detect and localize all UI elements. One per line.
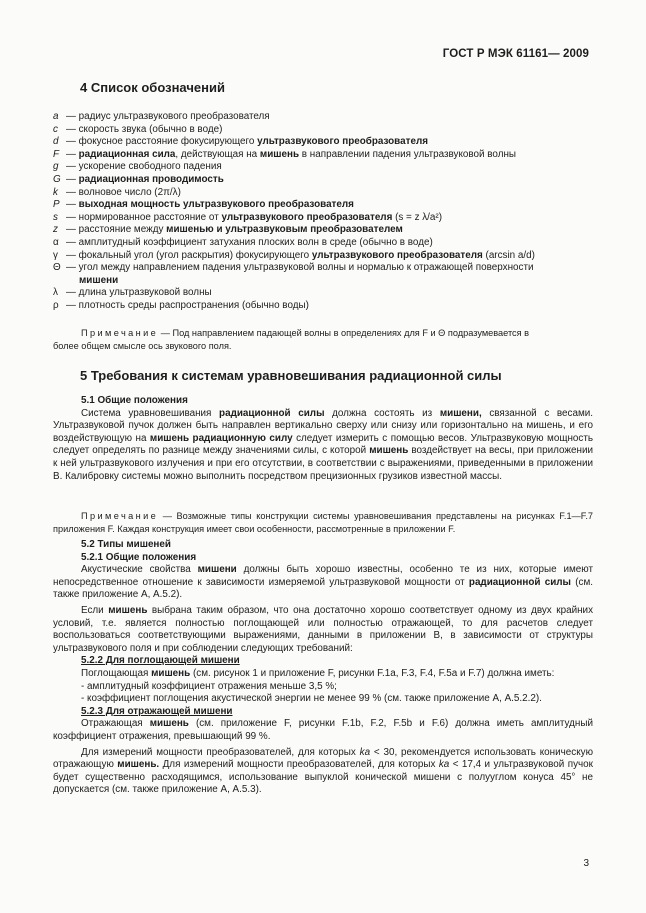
symbol-description: — скорость звука (обычно в воде) bbox=[66, 123, 223, 135]
text-run: Для измерений мощности преобразователей, для которых bbox=[81, 746, 360, 758]
note-1 bbox=[81, 327, 593, 340]
text-run: в направлении падения ультразвуковой волны bbox=[299, 148, 517, 160]
subsection-title: 5.2.1 Общие положения bbox=[81, 551, 197, 563]
text-run: (см. приложение F, рисунки F.1b, F.2, F.5b и F.6) должна иметь амплитудный коэффициент отражения, превышающий 99 %. bbox=[53, 718, 593, 742]
symbol-description bbox=[66, 250, 593, 263]
text-run: — расстояние между bbox=[66, 224, 167, 236]
paragraph bbox=[53, 408, 593, 484]
section-4-title: 4 Список обозначений bbox=[80, 80, 225, 95]
text-run: (s = z λ/a²) bbox=[392, 211, 442, 223]
bold-term: мишень bbox=[149, 718, 189, 730]
symbol-row bbox=[53, 161, 593, 174]
list-item: - амплитудный коэффициент отражения меньше 3,5 %; bbox=[81, 680, 337, 692]
symbol: c bbox=[53, 123, 58, 135]
paragraph bbox=[53, 668, 593, 681]
text-run: Для измерений мощности преобразователей, для которых bbox=[159, 759, 439, 771]
symbol-description bbox=[66, 212, 593, 225]
bold-term: радиационной силы bbox=[219, 407, 325, 419]
symbol: G bbox=[53, 173, 61, 185]
note-label: Примечание bbox=[81, 511, 159, 521]
symbol-row bbox=[53, 174, 593, 187]
text-run: — bbox=[66, 173, 79, 185]
symbol: λ bbox=[53, 287, 58, 299]
text-run: — фокусное расстояние фокусирующего bbox=[66, 136, 258, 148]
bold-term: мишени bbox=[79, 274, 119, 286]
text-run: — bbox=[66, 199, 79, 211]
text-run: < 30, рекомендуется использовать коническую отражающую bbox=[53, 746, 593, 771]
symbol-row bbox=[53, 199, 593, 212]
bold-term: выходная мощность ультразвукового преобразователя bbox=[78, 199, 354, 211]
text-run: — bbox=[66, 148, 79, 160]
text-run: Если bbox=[81, 604, 109, 616]
symbol: s bbox=[53, 211, 58, 223]
section-5-title: 5 Требования к системам уравновешивания радиационной силы bbox=[80, 368, 502, 383]
bold-term: мишенью и ультразвуковым преобразователем bbox=[166, 224, 403, 236]
text-run: Отражающая bbox=[81, 718, 150, 730]
note-2 bbox=[53, 510, 593, 535]
symbol-description: — длина ультразвуковой волны bbox=[66, 287, 212, 299]
subsection-title: 5.2.3 Для отражающей мишени bbox=[81, 705, 233, 717]
symbol-description: — плотность среды распространения (обычно воды) bbox=[66, 299, 309, 311]
symbol-row bbox=[53, 287, 593, 300]
bold-term: мишени, bbox=[439, 407, 482, 419]
symbol-description bbox=[66, 149, 593, 162]
symbol-description: — амплитудный коэффициент затухания плоских волн в среде (обычно в воде) bbox=[66, 236, 433, 248]
symbol: P bbox=[53, 199, 60, 211]
symbol: α bbox=[53, 236, 59, 248]
symbol-description bbox=[66, 224, 593, 237]
symbol: g bbox=[53, 161, 59, 173]
bold-term: мишень bbox=[108, 604, 148, 616]
bold-term: мишени bbox=[197, 564, 237, 576]
italic-term: ka bbox=[438, 759, 450, 771]
text-run: Акустические свойства bbox=[81, 564, 198, 576]
symbol: a bbox=[53, 111, 59, 122]
paragraph bbox=[53, 747, 593, 797]
section-5-2 bbox=[53, 539, 593, 797]
note-text: — Под направлением падающей волны в определениях для F и Θ подразумевается в bbox=[158, 328, 530, 338]
text-run: Система уравновешивания bbox=[81, 407, 220, 419]
note-1-continuation: более общем смысле ось звукового поля. bbox=[53, 341, 232, 351]
symbol-row bbox=[53, 224, 593, 237]
text-run: , действующая на bbox=[175, 148, 260, 160]
section-5-1 bbox=[53, 395, 593, 483]
symbol-row bbox=[53, 212, 593, 225]
symbol: F bbox=[53, 148, 60, 160]
symbol: k bbox=[53, 186, 58, 198]
symbol-row bbox=[53, 187, 593, 200]
paragraph bbox=[53, 718, 593, 743]
symbol-description: — волновое число (2π/λ) bbox=[66, 186, 181, 198]
italic-term: ka bbox=[359, 746, 371, 758]
bold-term: радиационная проводимость bbox=[78, 173, 224, 185]
bold-term: радиационная сила bbox=[78, 148, 176, 160]
text-run: связанной с весами. Ультразвуковой пучок должен быть направлен вертикально сверху или снизу или горизонтально на мишень, и его воздействующую на bbox=[53, 407, 593, 444]
text-run: — фокальный угол (угол раскрытия) фокусирующего bbox=[66, 249, 312, 261]
bold-term: ультразвукового преобразователя bbox=[311, 249, 483, 261]
bold-term: мишень bbox=[369, 445, 409, 457]
paragraph bbox=[53, 564, 593, 602]
symbol-description: — радиус ультразвукового преобразователя bbox=[66, 111, 270, 122]
symbol-description bbox=[66, 136, 593, 149]
standard-header: ГОСТ Р МЭК 61161— 2009 bbox=[442, 48, 589, 60]
subsection-title: 5.2 Типы мишеней bbox=[81, 539, 171, 550]
subsection-title: 5.2.2 Для поглощающей мишени bbox=[81, 655, 240, 667]
symbol-row bbox=[53, 237, 593, 250]
symbol: γ bbox=[53, 249, 58, 261]
text-run: воздействует на весы, при приложении к ней ультразвукового излучения и при его отсутствии, в соответствии с выражениями, приведенными в приложении В. Калибровку системы можно выполнить посредством прецизионных грузиков известной массы. bbox=[53, 445, 594, 482]
page-number: 3 bbox=[583, 858, 589, 869]
text-run: < 17,4 и ультразвуковой пучок будет существенно расходящимся, использование выпуклой конической мишени с полууглом конуса 45° не допускается (см. также приложение А, А.5.3). bbox=[53, 759, 593, 796]
text-run: должны быть хорошо известны, особенно те из них, которые имеют непосредственное отношение к зависимости измеряемой ультразвуковой мощности от bbox=[53, 564, 593, 588]
list-item: - коэффициент поглощения акустической энергии не менее 99 % (см. также приложение А, А.5.2.2). bbox=[81, 693, 542, 705]
text-run: должна состоять из bbox=[324, 407, 440, 419]
symbol-description bbox=[66, 174, 593, 187]
text-run: (см. также приложение А, А.5.2). bbox=[53, 576, 593, 601]
symbol-row bbox=[53, 111, 593, 124]
symbol: z bbox=[53, 224, 58, 236]
text-run: (см. рисунок 1 и приложение F, рисунки F.1а, F.3, F.4, F.5а и F.7) должна иметь: bbox=[190, 667, 555, 679]
bold-term: мишень радиационную силу bbox=[149, 432, 293, 444]
text-run: следует измерить с помощью весов. Ультразвуковую мощность следует определять по разнице между значениями силы, с которой bbox=[53, 432, 594, 457]
text-run: — нормированное расстояние от bbox=[66, 211, 222, 223]
symbol-row bbox=[53, 149, 593, 162]
note-label: Примечание bbox=[81, 328, 159, 338]
symbol: ρ bbox=[53, 299, 59, 311]
subsection-title: 5.1 Общие положения bbox=[81, 395, 188, 406]
symbol-row bbox=[53, 262, 593, 275]
bold-term: ультразвукового преобразователя bbox=[257, 136, 428, 148]
note-text: — Возможные типы конструкции системы уравновешивания представлены на рисунках F.1—F.7 приложения F. Каждая конструкция имеет свои особенности, рассмотренные в приложении F. bbox=[53, 511, 593, 534]
symbol-spacer bbox=[53, 275, 66, 288]
symbol-list bbox=[53, 111, 593, 313]
symbol-description: — ускорение свободного падения bbox=[66, 161, 222, 173]
symbol-row-continuation bbox=[53, 275, 593, 288]
bold-term: мишень bbox=[151, 667, 191, 679]
symbol-description: — угол между направлением падения ультразвуковой волны и нормалью к отражающей поверхности bbox=[66, 262, 534, 274]
paragraph bbox=[53, 605, 593, 655]
symbol: Θ bbox=[53, 262, 61, 274]
text-run: (arcsin a/d) bbox=[482, 249, 535, 261]
symbol-row bbox=[53, 136, 593, 149]
bold-term: мишень bbox=[259, 148, 300, 160]
text-run: выбрана таким образом, что она достаточно хорошо соответствует одному из двух крайних условий, т.е. является полностью поглощающей или полностью отражающей, то для расчетов следует воспользоваться соответствующими выражениями, данными в приложении В, в зависимости от структуры ультразвукового поля и при соблюдении следующих требований: bbox=[53, 604, 594, 654]
symbol-row bbox=[53, 250, 593, 263]
symbol-row bbox=[53, 124, 593, 137]
bold-term: мишень. bbox=[117, 759, 160, 771]
bold-term: радиационной силы bbox=[468, 576, 571, 588]
symbol: d bbox=[53, 136, 59, 148]
symbol-description bbox=[66, 199, 593, 212]
bold-term: ультразвукового преобразователя bbox=[221, 211, 393, 223]
text-run: Поглощающая bbox=[81, 667, 152, 679]
symbol-row bbox=[53, 300, 593, 313]
